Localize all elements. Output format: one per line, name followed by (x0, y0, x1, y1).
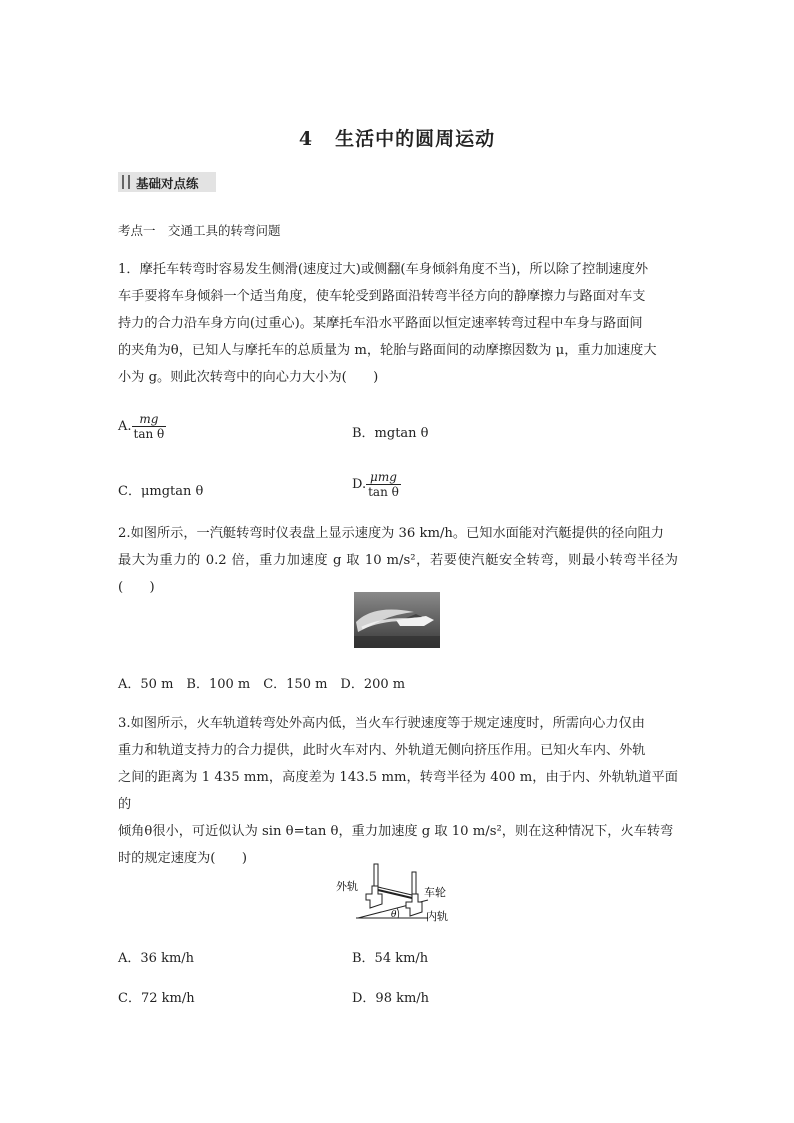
q2-options[interactable]: A．50 m B．100 m C．150 m D．200 m (118, 677, 406, 692)
label-inner-rail: 内轨 (426, 910, 448, 923)
fraction-numerator: μmg (366, 470, 401, 485)
q3-line: 之间的距离为 1 435 mm，高度差为 143.5 mm，转弯半径为 400 m，由于内、外轨轨道平面的 (118, 770, 678, 812)
question-1-stem (118, 256, 678, 391)
speedboat-photo (354, 592, 440, 648)
question-2-stem (118, 520, 678, 601)
q1-line: 的夹角为θ，已知人与摩托车的总质量为 m，轮胎与路面间的动摩擦因数为 μ，重力加速度大 (118, 343, 657, 358)
fraction-denominator: tan θ (133, 427, 165, 441)
q3-line: 3.如图所示，火车轨道转弯处外高内低，当火车行驶速度等于规定速度时，所需向心力仅由 (118, 716, 645, 731)
q1-option-b[interactable]: B．mgtan θ (352, 426, 429, 441)
q3-option-b[interactable]: B．54 km/h (352, 951, 429, 966)
page-title (0, 124, 794, 151)
q2-line: 2.如图所示，一汽艇转弯时仪表盘上显示速度为 36 km/h。已知水面能对汽艇提供的径向阻力 (118, 526, 664, 541)
label-theta: θ (391, 910, 397, 920)
q1-line: 车手要将车身倾斜一个适当角度，使车轮受到路面沿转弯半径方向的静摩擦力与路面对车支 (118, 289, 646, 304)
fraction-denominator: tan θ (368, 485, 399, 499)
q1-option-d[interactable] (352, 470, 401, 499)
title-number: 4 (298, 128, 314, 150)
q3-option-d[interactable]: D．98 km/h (352, 991, 430, 1006)
q1-line: 1．摩托车转弯时容易发生侧滑(速度过大)或侧翻(车身倾斜角度不当)，所以除了控制速度外 (118, 262, 649, 277)
angle-arc (397, 908, 399, 918)
option-a-label: A. (118, 419, 132, 434)
title-text: 生活中的圆周运动 (335, 128, 496, 150)
outer-post (374, 864, 378, 886)
q1-option-a[interactable] (118, 412, 166, 441)
outer-wheel (366, 886, 382, 908)
q1-option-c[interactable]: C．μmgtan θ (118, 484, 204, 499)
q3-line: 倾角θ很小，可近似认为 sin θ=tan θ，重力加速度 g 取 10 m/s²，则在这种情况下，火车转弯 (118, 824, 674, 839)
q3-line: 时的规定速度为( ) (118, 851, 247, 866)
rail-diagram (336, 858, 456, 926)
option-a-fraction (132, 412, 167, 441)
option-d-label: D. (352, 477, 367, 492)
section-tag (118, 172, 216, 192)
q3-line: 重力和轨道支持力的合力提供，此时火车对内、外轨道无侧向挤压作用。已知火车内、外轨 (118, 743, 646, 758)
option-d-fraction (366, 470, 401, 499)
label-wheel: 车轮 (424, 886, 446, 899)
section-tag-label: 基础对点练 (136, 176, 199, 191)
q3-option-c[interactable]: C．72 km/h (118, 991, 195, 1006)
q2-line: 最大为重力的 0.2 倍，重力加速度 g 取 10 m/s²，若要使汽艇安全转弯，则最小转弯半径为( ) (118, 553, 678, 595)
fraction-numerator: mg (132, 412, 167, 427)
label-outer-rail: 外轨 (336, 880, 358, 893)
q3-option-a[interactable]: A．36 km/h (118, 951, 195, 966)
q1-line: 持力的合力沿车身方向(过重心)。某摩托车沿水平路面以恒定速率转弯过程中车身与路面间 (118, 316, 643, 331)
q1-line: 小为 g。则此次转弯中的向心力大小为( ) (118, 370, 379, 385)
question-3-stem (118, 710, 678, 872)
section-bars-icon (122, 175, 130, 189)
inner-post (412, 872, 416, 894)
topic-heading: 考点一 交通工具的转弯问题 (118, 223, 281, 238)
